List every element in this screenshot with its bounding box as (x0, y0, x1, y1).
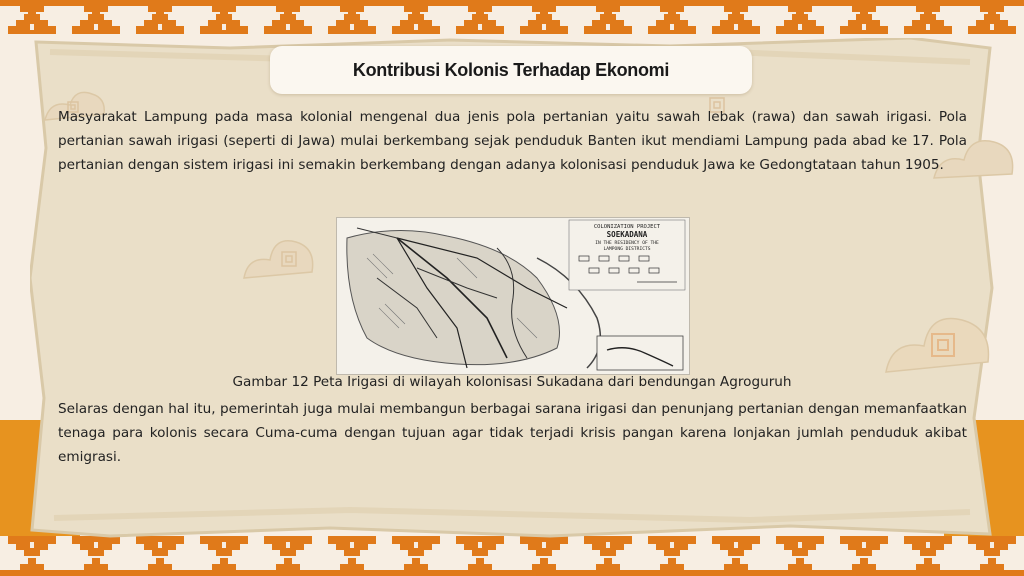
map-heading-line3: IN THE RESIDENCY OF THE (595, 241, 659, 246)
map-heading-line2: SOEKADANA (606, 230, 648, 239)
title-banner (270, 46, 752, 94)
page-title: Kontribusi Kolonis Terhadap Ekonomi (352, 59, 670, 80)
map-heading-line1: COLONIZATION PROJECT (593, 224, 661, 230)
body-paragraph-2: Selaras dengan hal itu, pemerintah juga mulai membangun berbagai sarana irigasi dan penunjang pertanian dengan memanfaatkan tenaga para kolonis secara Cuma-cuma dengan tujuan agar tidak terjadi krisis pangan karena lonjakan jumlah penduduk akibat emigrasi. (58, 401, 967, 466)
cloud-motif-icon (240, 228, 320, 290)
map-heading-line4: LAMPONG DISTRICTS (603, 247, 651, 252)
irrigation-map-figure (336, 217, 690, 375)
map-drawing (337, 218, 689, 374)
top-decorative-border (0, 0, 1024, 34)
bottom-decorative-border (0, 536, 1024, 576)
figure-caption: Gambar 12 Peta Irigasi di wilayah kolonisasi Sukadana dari bendungan Agroguruh (232, 374, 792, 390)
body-paragraph-1: Masyarakat Lampung pada masa kolonial mengenal dua jenis pola pertanian yaitu sawah lebak (rawa) dan sawah irigasi. Pola pertanian sawah irigasi (seperti di Jawa) mulai berkembang sejak penduduk Banten ikut mendiami Lampung pada abad ke 17. Pola pertanian dengan sistem irigasi ini semakin berkembang dengan adanya kolonisasi penduduk Jawa ke Gedongtataan tahun 1905. (58, 109, 967, 174)
